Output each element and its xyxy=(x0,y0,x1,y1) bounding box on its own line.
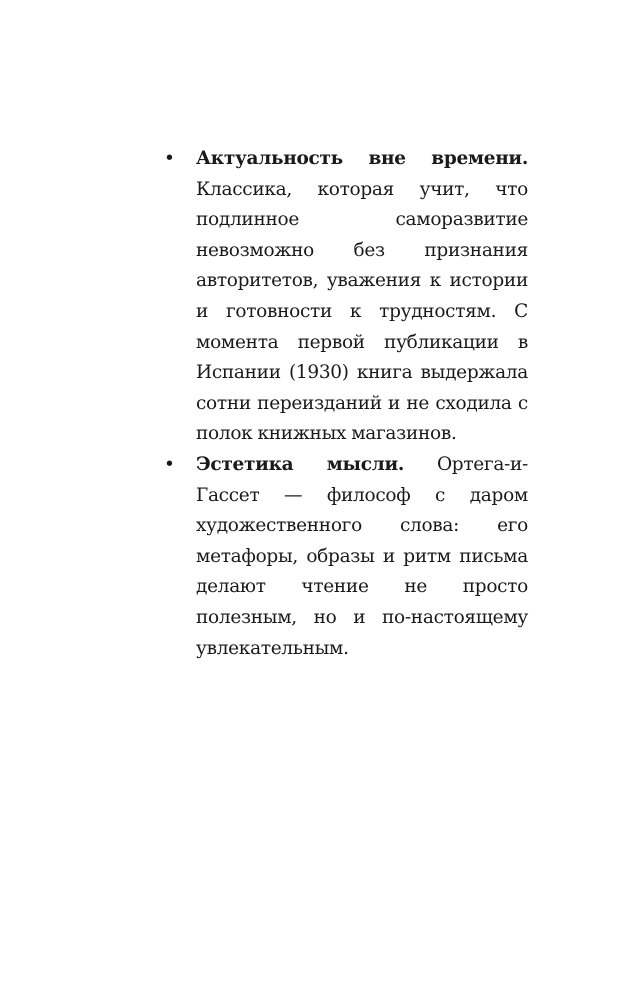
bullet-lead-text: Актуальность вне времени. xyxy=(196,148,528,169)
bullet-body-text: Классика, которая учит, что подлинное саморазвитие невозможно без признания авторитетов, уважения к истории и готовности к трудностям. С момента первой публикации в Испании (1930) книга выдержала сотни переизданий и не сходила с полок книжных магазинов. xyxy=(196,178,528,445)
bullet-lead-text: Эстетика мысли. xyxy=(196,453,405,475)
bullet-body-text: Ортега-и-Гассет — философ с даром художественного слова: его метафоры, образы и ритм письма делают чтение не просто полезным, но и по-настоящему увлекательным. xyxy=(196,453,528,659)
bullet-marker: • xyxy=(164,453,175,475)
bullet-list xyxy=(164,144,528,664)
list-item-relevance xyxy=(164,144,528,450)
bullet-marker: • xyxy=(164,148,175,169)
list-item-aesthetics xyxy=(164,450,528,664)
